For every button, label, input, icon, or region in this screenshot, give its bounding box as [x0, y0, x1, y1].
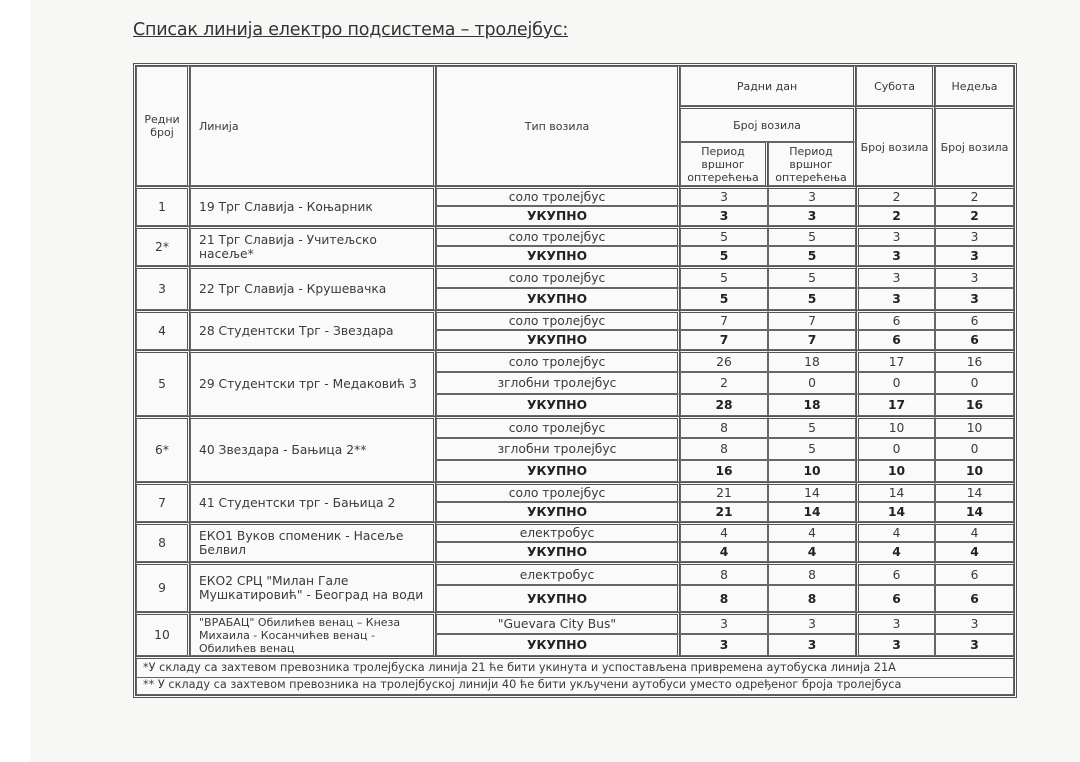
- total-label: УКУПНО: [436, 246, 680, 266]
- vehicle-type: соло тролејбус: [436, 350, 680, 372]
- weekday-peak1-count: 8: [680, 416, 768, 438]
- weekday-peak1-count: 21: [680, 482, 768, 502]
- weekday-peak1-count: 5: [680, 226, 768, 246]
- total-label: УКУПНО: [436, 502, 680, 522]
- line-name: 29 Студентски трг - Медаковић 3: [190, 350, 436, 416]
- total-label: УКУПНО: [436, 288, 680, 310]
- total-label: УКУПНО: [436, 206, 680, 226]
- total-label: УКУПНО: [436, 394, 680, 416]
- weekday-peak2-count: 0: [768, 372, 856, 394]
- weekday-peak2-count: 18: [768, 350, 856, 372]
- sunday-count: 2: [935, 186, 1014, 206]
- vehicle-type: зглобни тролејбус: [436, 372, 680, 394]
- weekday-peak1-count: 5: [680, 266, 768, 288]
- weekday-peak2-count: 5: [768, 226, 856, 246]
- weekday-peak2-count: 3: [768, 206, 856, 226]
- saturday-count: 3: [856, 246, 935, 266]
- weekday-peak2-count: 3: [768, 186, 856, 206]
- weekday-peak1-count: 8: [680, 562, 768, 585]
- vehicle-type: зглобни тролејбус: [436, 438, 680, 460]
- table-row: [136, 310, 1014, 330]
- header-rb: Редни број: [136, 66, 190, 186]
- weekday-peak1-count: 28: [680, 394, 768, 416]
- weekday-peak1-count: 3: [680, 612, 768, 634]
- line-name: "ВРАБАЦ" Обилићев венац – Кнеза Михаила - Косанчићев венац - Обилићев венац: [190, 612, 436, 656]
- sunday-count: 14: [935, 482, 1014, 502]
- saturday-count: 0: [856, 438, 935, 460]
- table-row: [136, 612, 1014, 634]
- vehicle-type: соло тролејбус: [436, 186, 680, 206]
- table-row: [136, 186, 1014, 206]
- header-vehicle-type: Тип возила: [436, 66, 680, 186]
- vehicle-type: електробус: [436, 522, 680, 542]
- weekday-peak1-count: 3: [680, 634, 768, 656]
- saturday-count: 6: [856, 585, 935, 612]
- weekday-peak2-count: 5: [768, 438, 856, 460]
- weekday-peak2-count: 18: [768, 394, 856, 416]
- sunday-count: 3: [935, 226, 1014, 246]
- weekday-peak1-count: 21: [680, 502, 768, 522]
- saturday-count: 6: [856, 310, 935, 330]
- sunday-count: 0: [935, 438, 1014, 460]
- line-name: 28 Студентски Трг - Звездара: [190, 310, 436, 350]
- table-row: [136, 482, 1014, 502]
- saturday-count: 4: [856, 522, 935, 542]
- weekday-peak1-count: 5: [680, 288, 768, 310]
- weekday-peak2-count: 5: [768, 288, 856, 310]
- line-name: 41 Студентски трг - Бањица 2: [190, 482, 436, 522]
- footnote: *У складу са захтевом превозника тролејбуска линија 21 ће бити укинута и успостављена привремена аутобуска линија 21А: [136, 656, 1014, 678]
- saturday-count: 14: [856, 502, 935, 522]
- weekday-peak1-count: 7: [680, 330, 768, 350]
- sunday-count: 14: [935, 502, 1014, 522]
- sunday-count: 6: [935, 310, 1014, 330]
- weekday-peak1-count: 16: [680, 460, 768, 482]
- weekday-peak2-count: 8: [768, 562, 856, 585]
- weekday-peak1-count: 3: [680, 206, 768, 226]
- sunday-count: 10: [935, 416, 1014, 438]
- weekday-peak2-count: 10: [768, 460, 856, 482]
- header-sunday: Недеља: [935, 66, 1014, 106]
- line-name: ЕКО1 Вуков споменик - Насеље Белвил: [190, 522, 436, 562]
- table-row: [136, 350, 1014, 372]
- row-number: 7: [136, 482, 190, 522]
- sunday-count: 6: [935, 585, 1014, 612]
- saturday-count: 3: [856, 612, 935, 634]
- header-peak1: Период вршног оптерећења: [680, 142, 768, 186]
- total-label: УКУПНО: [436, 542, 680, 562]
- sunday-count: 3: [935, 288, 1014, 310]
- weekday-peak1-count: 5: [680, 246, 768, 266]
- weekday-peak2-count: 4: [768, 522, 856, 542]
- weekday-peak1-count: 2: [680, 372, 768, 394]
- weekday-peak1-count: 4: [680, 522, 768, 542]
- vehicle-type: соло тролејбус: [436, 266, 680, 288]
- line-name: ЕКО2 СРЦ "Милан Гале Мушкатировић" - Београд на води: [190, 562, 436, 612]
- weekday-peak1-count: 8: [680, 438, 768, 460]
- header-vehicle-count: Број возила: [680, 106, 856, 142]
- saturday-count: 3: [856, 288, 935, 310]
- sunday-count: 16: [935, 350, 1014, 372]
- saturday-count: 4: [856, 542, 935, 562]
- weekday-peak2-count: 5: [768, 416, 856, 438]
- row-number: 9: [136, 562, 190, 612]
- table-row: [136, 226, 1014, 246]
- weekday-peak1-count: 3: [680, 186, 768, 206]
- weekday-peak1-count: 26: [680, 350, 768, 372]
- table-row: [136, 522, 1014, 542]
- vehicle-type: соло тролејбус: [436, 226, 680, 246]
- saturday-count: 3: [856, 226, 935, 246]
- sunday-count: 3: [935, 266, 1014, 288]
- line-name: 40 Звездара - Бањица 2**: [190, 416, 436, 482]
- sunday-count: 3: [935, 612, 1014, 634]
- weekday-peak2-count: 8: [768, 585, 856, 612]
- saturday-count: 2: [856, 206, 935, 226]
- sunday-count: 4: [935, 542, 1014, 562]
- trolleybus-lines-table: [133, 63, 1017, 698]
- sunday-count: 3: [935, 246, 1014, 266]
- weekday-peak1-count: 4: [680, 542, 768, 562]
- header-weekday: Радни дан: [680, 66, 856, 106]
- weekday-peak2-count: 14: [768, 482, 856, 502]
- saturday-count: 10: [856, 416, 935, 438]
- header-saturday: Субота: [856, 66, 935, 106]
- saturday-count: 0: [856, 372, 935, 394]
- header-line: Линија: [190, 66, 436, 186]
- total-label: УКУПНО: [436, 330, 680, 350]
- table-row: [136, 266, 1014, 288]
- weekday-peak2-count: 5: [768, 266, 856, 288]
- row-number: 10: [136, 612, 190, 656]
- weekday-peak2-count: 3: [768, 612, 856, 634]
- weekday-peak1-count: 8: [680, 585, 768, 612]
- weekday-peak2-count: 4: [768, 542, 856, 562]
- vehicle-type: соло тролејбус: [436, 310, 680, 330]
- weekday-peak2-count: 14: [768, 502, 856, 522]
- header-peak2: Период вршног оптерећења: [768, 142, 856, 186]
- vehicle-type: соло тролејбус: [436, 482, 680, 502]
- saturday-count: 10: [856, 460, 935, 482]
- sunday-count: 16: [935, 394, 1014, 416]
- saturday-count: 17: [856, 394, 935, 416]
- sunday-count: 4: [935, 522, 1014, 542]
- total-label: УКУПНО: [436, 585, 680, 612]
- saturday-count: 3: [856, 266, 935, 288]
- saturday-count: 14: [856, 482, 935, 502]
- row-number: 1: [136, 186, 190, 226]
- row-number: 8: [136, 522, 190, 562]
- table-row: [136, 416, 1014, 438]
- row-number: 6*: [136, 416, 190, 482]
- weekday-peak1-count: 7: [680, 310, 768, 330]
- weekday-peak2-count: 7: [768, 330, 856, 350]
- header-sat-count: Број возила: [856, 106, 935, 186]
- total-label: УКУПНО: [436, 634, 680, 656]
- weekday-peak2-count: 5: [768, 246, 856, 266]
- saturday-count: 6: [856, 330, 935, 350]
- table-row: [136, 562, 1014, 585]
- sunday-count: 6: [935, 562, 1014, 585]
- header-sun-count: Број возила: [935, 106, 1014, 186]
- sunday-count: 2: [935, 206, 1014, 226]
- vehicle-type: соло тролејбус: [436, 416, 680, 438]
- vehicle-type: електробус: [436, 562, 680, 585]
- sunday-count: 0: [935, 372, 1014, 394]
- total-label: УКУПНО: [436, 460, 680, 482]
- vehicle-type: "Guevara City Bus": [436, 612, 680, 634]
- line-name: 19 Трг Славија - Коњарник: [190, 186, 436, 226]
- row-number: 3: [136, 266, 190, 310]
- sunday-count: 6: [935, 330, 1014, 350]
- saturday-count: 2: [856, 186, 935, 206]
- saturday-count: 3: [856, 634, 935, 656]
- row-number: 4: [136, 310, 190, 350]
- sunday-count: 3: [935, 634, 1014, 656]
- row-number: 2*: [136, 226, 190, 266]
- weekday-peak2-count: 3: [768, 634, 856, 656]
- page-title: Списак линија електро подсистема – тролејбус:: [133, 20, 569, 40]
- saturday-count: 6: [856, 562, 935, 585]
- sunday-count: 10: [935, 460, 1014, 482]
- footnote: ** У складу са захтевом превозника на тролејбуској линији 40 ће бити укључени аутобуси уместо одређеног броја тролејбуса: [136, 678, 1014, 695]
- saturday-count: 17: [856, 350, 935, 372]
- line-name: 22 Трг Славија - Крушевачка: [190, 266, 436, 310]
- line-name: 21 Трг Славија - Учитељско насеље*: [190, 226, 436, 266]
- row-number: 5: [136, 350, 190, 416]
- weekday-peak2-count: 7: [768, 310, 856, 330]
